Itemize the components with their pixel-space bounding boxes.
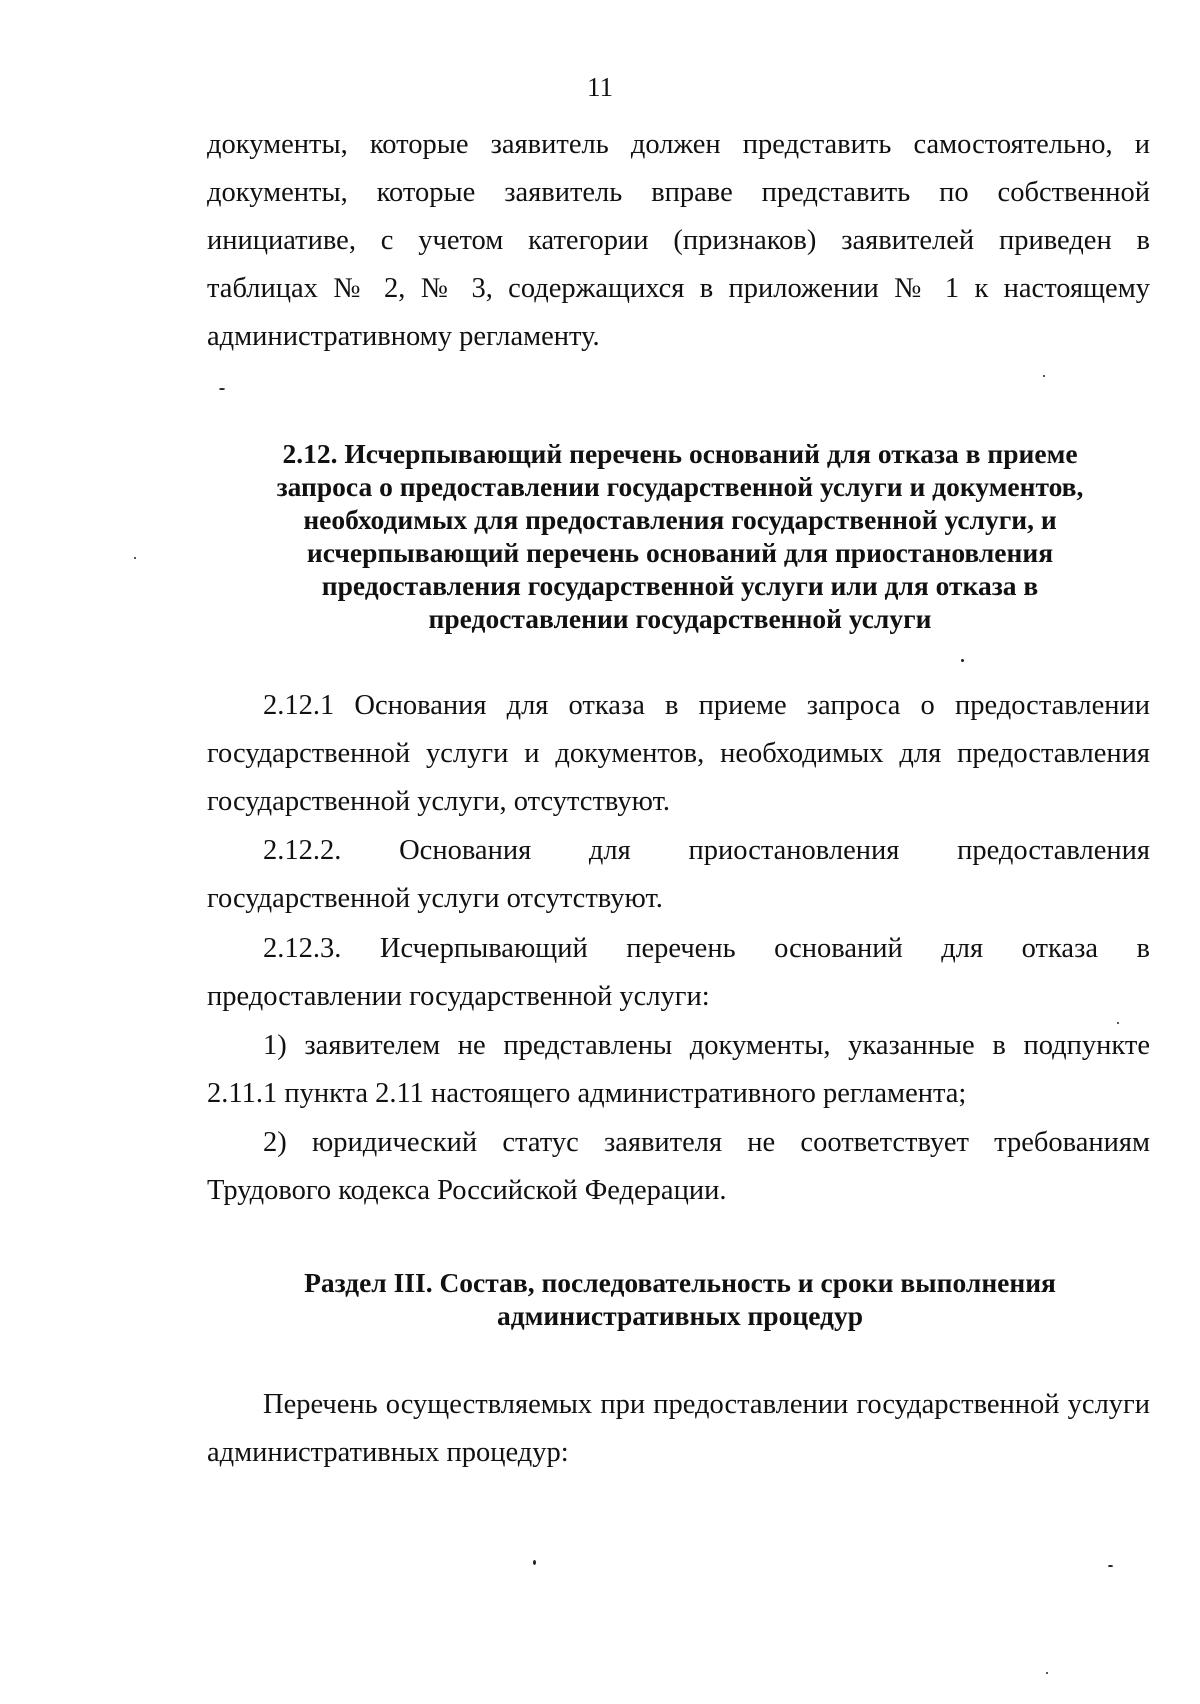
final-paragraph	[207, 1381, 1150, 1477]
heading-line: административных процедур	[497, 1300, 863, 1331]
heading-line: исчерпывающий перечень оснований для приостановления	[306, 537, 1054, 568]
section-heading-2-12	[240, 437, 1120, 635]
text-line: государственной услуги, отсутствуют.	[207, 786, 670, 817]
heading-line: запроса о предоставлении государственной услуги и документов,	[276, 471, 1084, 502]
text-line: административному регламенту.	[207, 321, 600, 352]
scan-speck	[1117, 1022, 1119, 1024]
text-line: Перечень осуществляемых при предоставлении государственной услуги	[263, 1389, 1150, 1420]
list-item-1	[207, 1022, 1150, 1118]
paragraph-2-12-3	[207, 925, 1150, 1021]
scan-speck	[1043, 375, 1045, 377]
list-item-2	[207, 1119, 1150, 1215]
text-line: таблицах № 2, № 3, содержащихся в приложении № 1 к настоящему	[207, 273, 1150, 304]
text-line: административных процедур:	[207, 1437, 569, 1468]
text-line: Трудового кодекса Российской Федерации.	[207, 1175, 727, 1206]
text-line: 1) заявителем не представлены документы, указанные в подпункте	[263, 1030, 1150, 1061]
heading-line: необходимых для предоставления государственной услуги, и	[303, 504, 1057, 535]
scan-speck	[961, 659, 964, 662]
heading-line: предоставлении государственной услуги	[428, 603, 932, 634]
heading-line: предоставления государственной услуги или для отказа в	[321, 570, 1039, 601]
page-number: 11	[587, 72, 613, 102]
scan-speck	[1108, 1565, 1113, 1567]
text-line: государственной услуги отсутствуют.	[207, 883, 663, 914]
text-line: документы, которые заявитель вправе представить по собственной	[207, 177, 1150, 208]
scan-speck	[533, 1560, 536, 1565]
text-line: предоставлении государственной услуги:	[207, 981, 710, 1012]
text-line: инициативе, с учетом категории (признаков) заявителей приведен в	[207, 225, 1150, 256]
heading-line: 2.12. Исчерпывающий перечень оснований для отказа в приеме	[282, 438, 1078, 469]
text-line: документы, которые заявитель должен представить самостоятельно, и	[207, 129, 1150, 160]
section-heading-3	[240, 1266, 1120, 1332]
scan-speck	[1046, 1672, 1048, 1674]
text-line: 2) юридический статус заявителя не соответствует требованиям	[263, 1127, 1150, 1158]
scan-speck	[134, 557, 136, 559]
text-line: 2.12.3. Исчерпывающий перечень оснований для отказа в	[263, 933, 1150, 964]
text-line: 2.11.1 пункта 2.11 настоящего административного регламента;	[207, 1078, 967, 1109]
text-line: 2.12.2. Основания для приостановления предоставления	[263, 835, 1150, 866]
text-line: государственной услуги и документов, необходимых для предоставления	[207, 738, 1150, 769]
paragraph-2-12-1	[207, 682, 1150, 826]
scan-speck	[219, 388, 225, 390]
heading-line: Раздел III. Состав, последовательность и сроки выполнения	[304, 1267, 1056, 1298]
text-line: 2.12.1 Основания для отказа в приеме запроса о предоставлении	[263, 690, 1150, 721]
paragraph-2-12-2	[207, 827, 1150, 923]
intro-paragraph	[207, 121, 1150, 361]
